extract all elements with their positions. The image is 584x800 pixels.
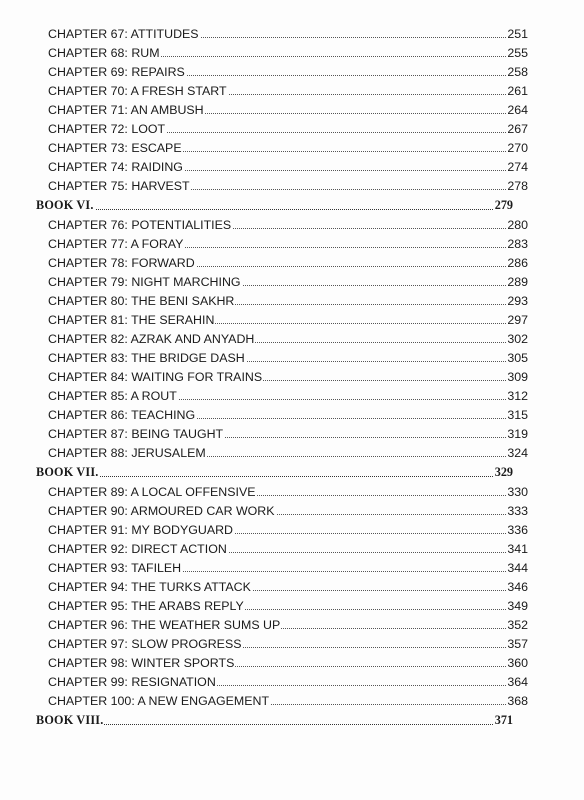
chapter-title: CHAPTER 69: REPAIRS xyxy=(48,65,185,80)
toc-chapter-entry xyxy=(48,140,528,159)
toc-chapter-entry xyxy=(48,522,528,541)
page-number: 286 xyxy=(507,255,528,270)
page-number: 312 xyxy=(507,389,528,404)
toc-chapter-entry xyxy=(48,312,528,331)
toc-chapter-entry xyxy=(48,26,528,45)
page-number: 264 xyxy=(507,103,528,118)
toc-chapter-entry xyxy=(48,45,528,64)
page-number: 336 xyxy=(507,522,528,537)
toc-book-entry xyxy=(36,464,513,483)
page-number: 364 xyxy=(507,675,528,690)
chapter-title: CHAPTER 78: FORWARD xyxy=(48,255,195,270)
page-number: 293 xyxy=(507,294,528,308)
toc-chapter-entry xyxy=(48,369,528,388)
toc-chapter-entry xyxy=(48,484,528,503)
chapter-title: CHAPTER 83: THE BRIDGE DASH xyxy=(48,351,245,366)
chapter-title: CHAPTER 79: NIGHT MARCHING xyxy=(48,274,241,289)
page-number: 341 xyxy=(507,541,528,556)
chapter-title: CHAPTER 92: DIRECT ACTION xyxy=(48,541,227,556)
page-number: 368 xyxy=(507,694,528,709)
page-number: 329 xyxy=(494,465,513,480)
page-number: 251 xyxy=(507,27,528,41)
toc-chapter-entry xyxy=(48,159,528,178)
page-number: 309 xyxy=(507,370,528,385)
chapter-title: CHAPTER 87: BEING TAUGHT xyxy=(48,427,224,442)
page-number: 324 xyxy=(507,446,528,461)
book-title: BOOK VI. xyxy=(36,198,94,213)
chapter-title: CHAPTER 84: WAITING FOR TRAINS xyxy=(48,370,263,385)
page-number: 330 xyxy=(507,484,528,499)
toc-chapter-entry xyxy=(48,178,528,197)
dot-leader xyxy=(36,476,513,477)
toc-chapter-entry xyxy=(48,617,528,636)
chapter-title: CHAPTER 72: LOOT xyxy=(48,122,166,137)
toc-chapter-entry xyxy=(48,655,528,674)
chapter-title: CHAPTER 86: TEACHING xyxy=(48,408,196,423)
page-number: 371 xyxy=(494,713,513,728)
chapter-title: CHAPTER 99: RESIGNATION xyxy=(48,675,216,690)
chapter-title: CHAPTER 70: A FRESH START xyxy=(48,84,227,99)
page-number: 357 xyxy=(507,637,528,652)
chapter-title: CHAPTER 100: A NEW ENGAGEMENT xyxy=(48,694,270,709)
chapter-title: CHAPTER 74: RAIDING xyxy=(48,160,183,175)
page-number: 270 xyxy=(507,141,528,156)
page-number: 349 xyxy=(507,599,528,614)
chapter-title: CHAPTER 90: ARMOURED CAR WORK xyxy=(48,503,275,518)
toc-chapter-entry xyxy=(48,217,528,236)
toc-chapter-entry xyxy=(48,693,528,712)
chapter-title: CHAPTER 68: RUM xyxy=(48,46,160,61)
chapter-title: CHAPTER 77: A FORAY xyxy=(48,236,184,251)
chapter-title: CHAPTER 97: SLOW PROGRESS xyxy=(48,637,242,652)
page-number: 344 xyxy=(507,561,528,575)
toc-chapter-entry xyxy=(48,83,528,102)
page-number: 280 xyxy=(507,217,528,232)
page-number: 267 xyxy=(507,122,528,137)
chapter-title: CHAPTER 81: THE SERAHIN xyxy=(48,313,215,328)
toc-chapter-entry xyxy=(48,274,528,293)
chapter-title: CHAPTER 95: THE ARABS REPLY xyxy=(48,599,244,614)
page-number: 283 xyxy=(507,236,528,251)
page-number: 305 xyxy=(507,351,528,366)
page-number: 352 xyxy=(507,618,528,633)
toc-chapter-entry xyxy=(48,388,528,407)
toc-chapter-entry xyxy=(48,503,528,522)
chapter-title: CHAPTER 76: POTENTIALITIES xyxy=(48,217,232,232)
toc-chapter-entry xyxy=(48,350,528,369)
toc-chapter-entry xyxy=(48,579,528,598)
page-number: 319 xyxy=(507,427,528,442)
page-number: 274 xyxy=(507,160,528,175)
chapter-title: CHAPTER 73: ESCAPE xyxy=(48,141,182,156)
toc-book-entry xyxy=(36,197,513,216)
chapter-title: CHAPTER 88: JERUSALEM xyxy=(48,446,206,461)
toc-chapter-entry xyxy=(48,121,528,140)
page-number: 333 xyxy=(507,503,528,518)
toc-chapter-entry xyxy=(48,636,528,655)
dot-leader xyxy=(36,724,513,725)
toc-chapter-entry xyxy=(48,541,528,560)
page-number: 258 xyxy=(507,65,528,80)
page-number: 279 xyxy=(494,198,513,213)
book-title: BOOK VII. xyxy=(36,465,99,480)
chapter-title: CHAPTER 82: AZRAK AND ANYADH xyxy=(48,332,255,347)
toc-chapter-entry xyxy=(48,598,528,617)
table-of-contents xyxy=(0,26,584,732)
chapter-title: CHAPTER 71: AN AMBUSH xyxy=(48,103,204,118)
toc-chapter-entry xyxy=(48,102,528,121)
toc-chapter-entry xyxy=(48,293,528,312)
toc-chapter-entry xyxy=(48,407,528,426)
page-number: 289 xyxy=(507,274,528,289)
toc-chapter-entry xyxy=(48,445,528,464)
page-number: 315 xyxy=(507,408,528,423)
chapter-title: CHAPTER 94: THE TURKS ATTACK xyxy=(48,580,251,595)
chapter-title: CHAPTER 91: MY BODYGUARD xyxy=(48,522,233,537)
toc-chapter-entry xyxy=(48,426,528,445)
dot-leader xyxy=(36,209,513,210)
chapter-title: CHAPTER 85: A ROUT xyxy=(48,389,177,404)
book-title: BOOK VIII. xyxy=(36,713,104,728)
chapter-title: CHAPTER 89: A LOCAL OFFENSIVE xyxy=(48,484,256,499)
page-number: 255 xyxy=(507,46,528,61)
chapter-title: CHAPTER 80: THE BENI SAKHR xyxy=(48,294,235,308)
toc-chapter-entry xyxy=(48,560,528,579)
chapter-title: CHAPTER 98: WINTER SPORTS xyxy=(48,656,235,671)
toc-chapter-entry xyxy=(48,64,528,83)
toc-chapter-entry xyxy=(48,236,528,255)
chapter-title: CHAPTER 67: ATTITUDES xyxy=(48,27,199,41)
page-number: 360 xyxy=(507,656,528,671)
chapter-title: CHAPTER 93: TAFILEH xyxy=(48,561,182,575)
page-number: 302 xyxy=(507,332,528,347)
chapter-title: CHAPTER 96: THE WEATHER SUMS UP xyxy=(48,618,281,633)
page-number: 278 xyxy=(507,179,528,194)
toc-book-entry xyxy=(36,712,513,731)
toc-chapter-entry xyxy=(48,255,528,274)
page-number: 346 xyxy=(507,580,528,595)
toc-chapter-entry xyxy=(48,331,528,350)
page-number: 297 xyxy=(507,313,528,328)
chapter-title: CHAPTER 75: HARVEST xyxy=(48,179,190,194)
toc-chapter-entry xyxy=(48,674,528,693)
page-number: 261 xyxy=(507,84,528,99)
